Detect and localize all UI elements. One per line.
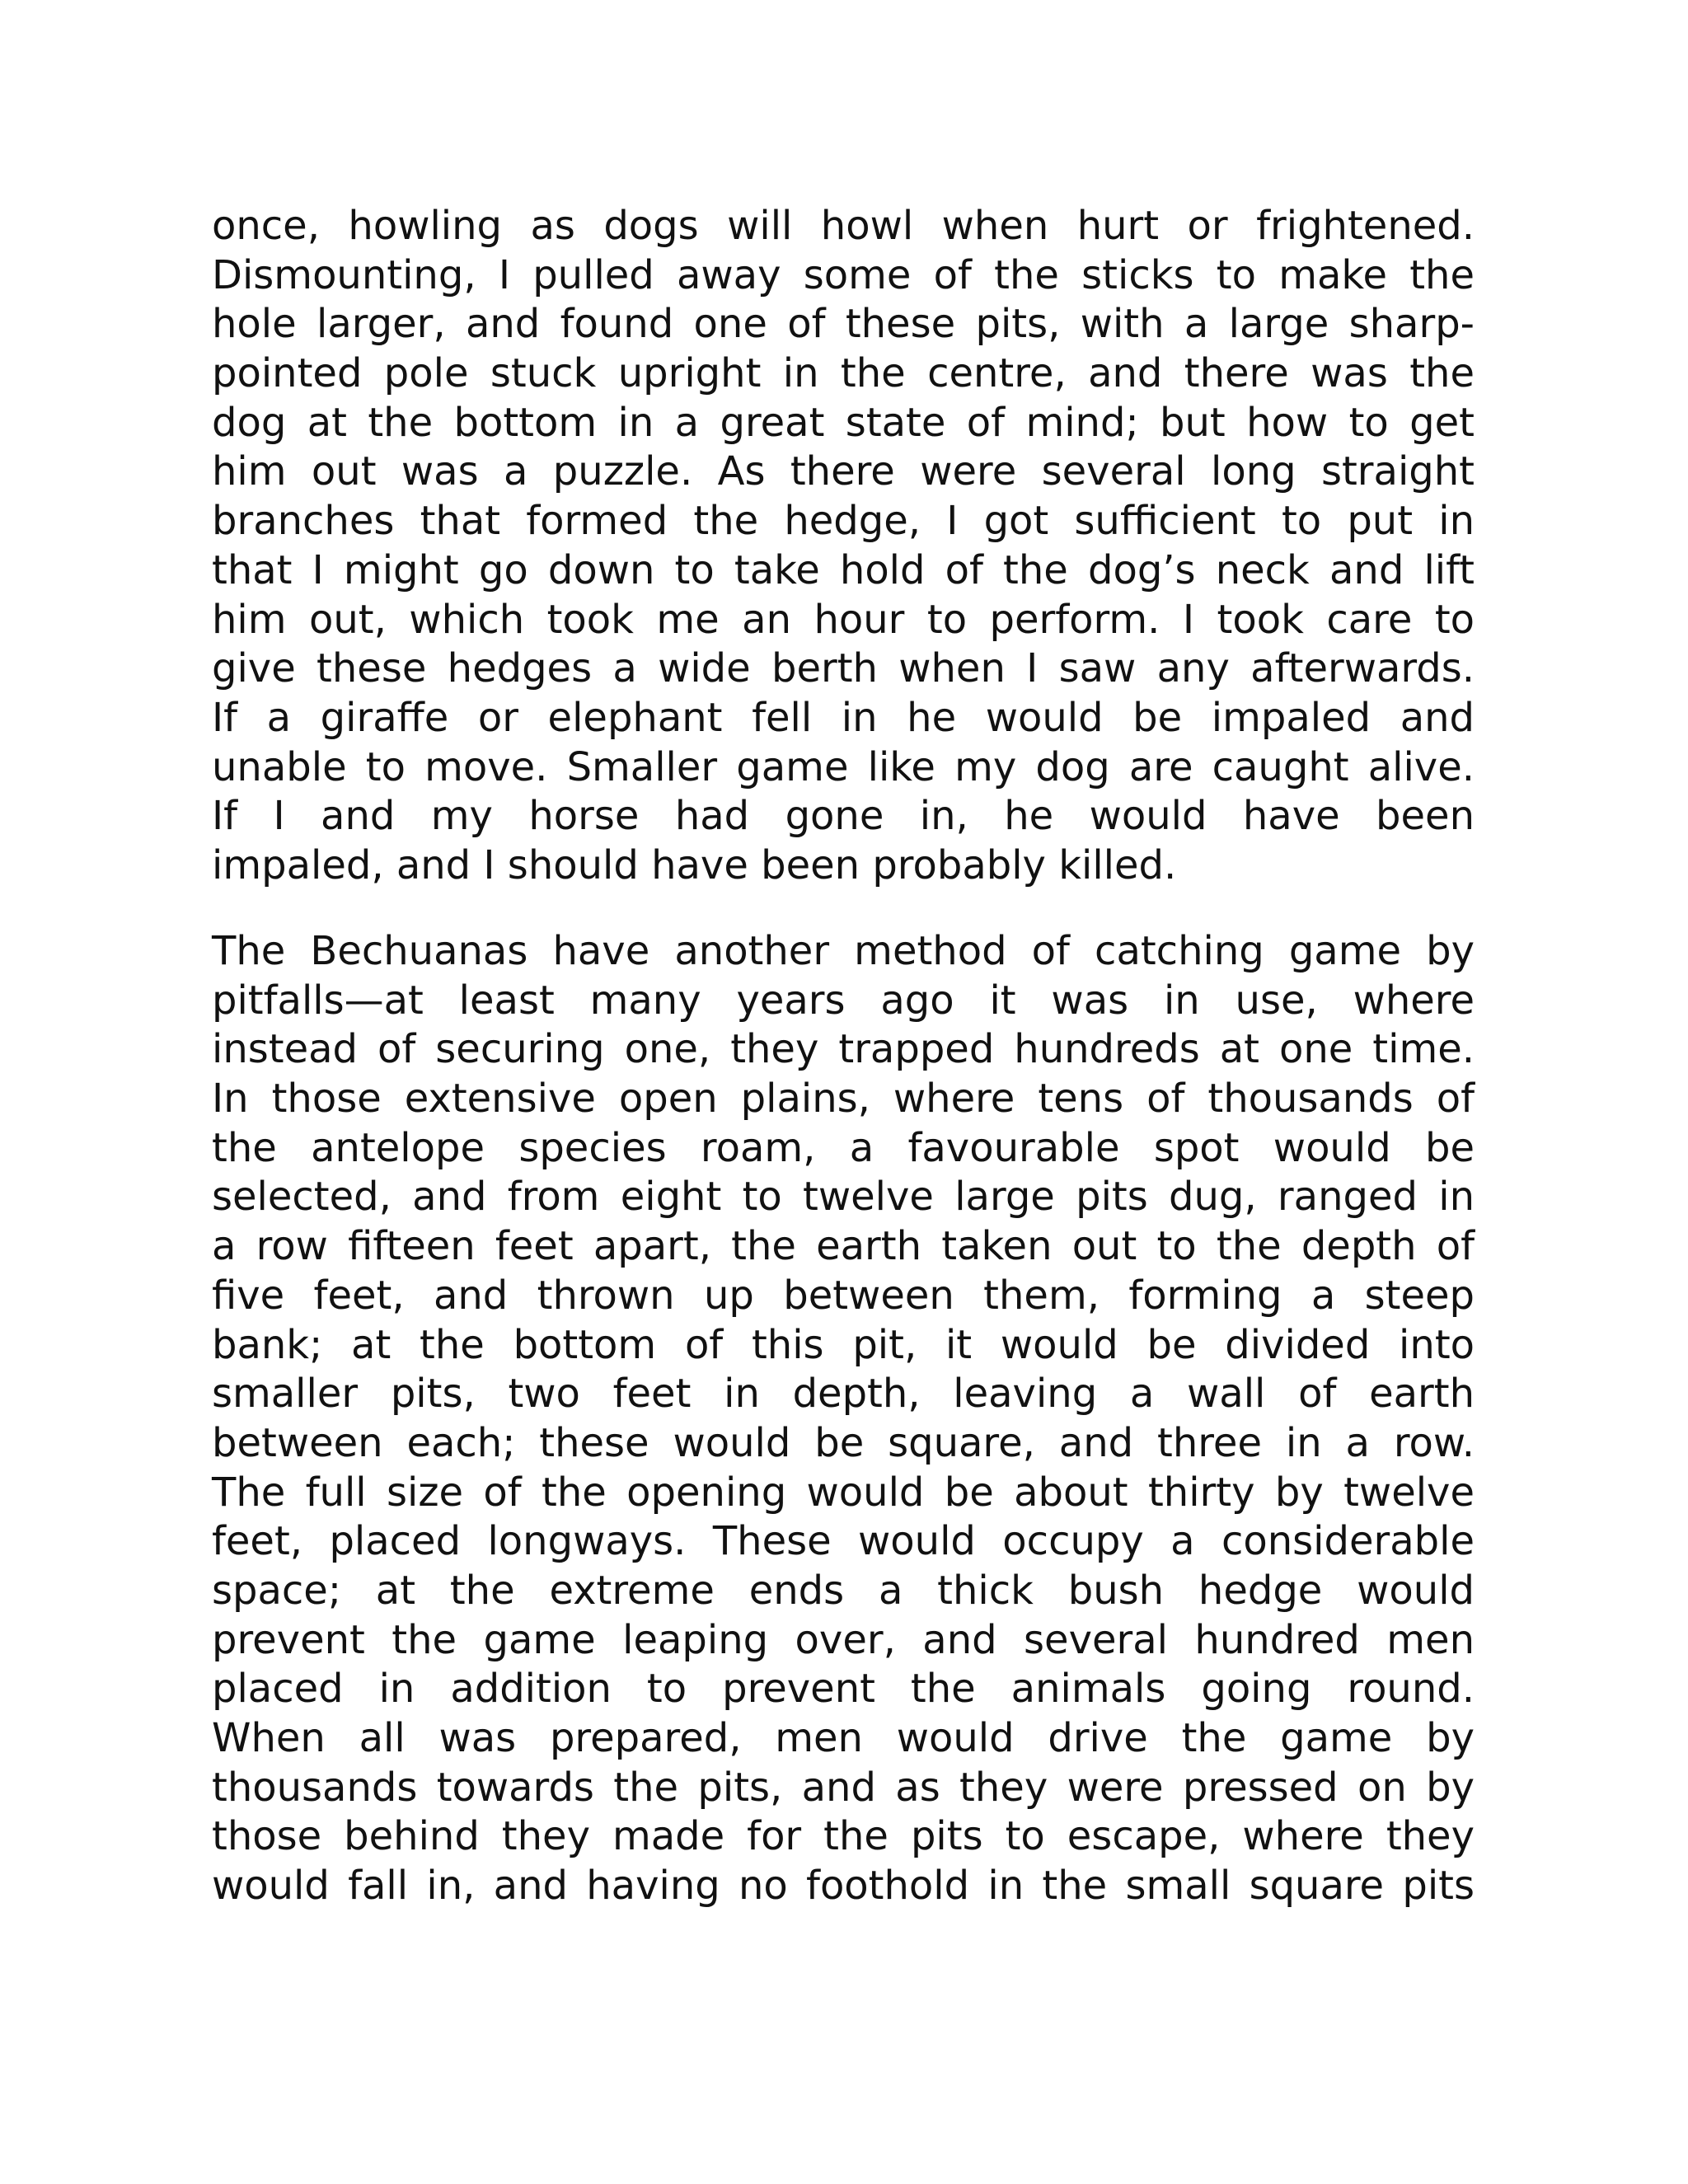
text-line: thousands towards the pits, and as they were pressed on by (212, 1764, 1475, 1811)
text-line: The Bechuanas have another method of catching game by (212, 928, 1475, 974)
text-line: feet, placed longways. These would occupy a considerable (212, 1518, 1475, 1565)
text-line: impaled, and I should have been probably killed. (212, 841, 1177, 888)
text-line: selected, and from eight to twelve large pits dug, ranged in (212, 1174, 1475, 1221)
text-line: dog at the bottom in a great state of mind; but how to get (212, 399, 1475, 446)
text-line: the antelope species roam, a favourable spot would be (212, 1124, 1475, 1171)
text-line: If I and my horse had gone in, he would have been (212, 793, 1475, 840)
text-line: that I might go down to take hold of the dog’s neck and lift (212, 546, 1475, 593)
text-line: once, howling as dogs will howl when hurt or frightened. (212, 203, 1475, 249)
text-line: space; at the extreme ends a thick bush hedge would (212, 1567, 1475, 1614)
text-line: five feet, and thrown up between them, forming a steep (212, 1272, 1475, 1319)
text-line: instead of securing one, they trapped hundreds at one time. (212, 1026, 1475, 1073)
paragraph-1 (212, 202, 1475, 891)
text-line: When all was prepared, men would drive the game by (212, 1715, 1475, 1761)
text-line: him out was a puzzle. As there were several long straight (212, 448, 1475, 495)
paragraph-2 (212, 927, 1475, 1911)
text-line: smaller pits, two feet in depth, leaving a wall of earth (212, 1371, 1475, 1418)
text-line: between each; these would be square, and three in a row. (212, 1419, 1475, 1466)
text-line: In those extensive open plains, where tens of thousands of (212, 1076, 1475, 1122)
text-line: The full size of the opening would be about thirty by twelve (212, 1469, 1475, 1516)
text-line: would fall in, and having no foothold in the small square pits (212, 1863, 1475, 1910)
text-line: prevent the game leaping over, and several hundred men (212, 1616, 1475, 1663)
text-line: placed in addition to prevent the animals going round. (212, 1666, 1475, 1713)
text-line: pointed pole stuck upright in the centre, and there was the (212, 350, 1475, 397)
text-line: a row fifteen feet apart, the earth taken out to the depth of (212, 1223, 1475, 1270)
text-line: him out, which took me an hour to perform. I took care to (212, 596, 1475, 643)
text-line: give these hedges a wide berth when I saw any afterwards. (212, 645, 1475, 692)
text-line: If a giraffe or elephant fell in he would be impaled and (212, 694, 1475, 741)
text-line: Dismounting, I pulled away some of the sticks to make the (212, 251, 1475, 298)
text-line: pitfalls—at least many years ago it was in use, where (212, 977, 1475, 1024)
text-line: bank; at the bottom of this pit, it would be divided into (212, 1321, 1475, 1368)
text-line: branches that formed the hedge, I got sufficient to put in (212, 498, 1475, 545)
text-line: those behind they made for the pits to escape, where they (212, 1813, 1475, 1860)
text-line: hole larger, and found one of these pits, with a large sharp- (212, 301, 1475, 348)
text-line: unable to move. Smaller game like my dog are caught alive. (212, 743, 1475, 790)
